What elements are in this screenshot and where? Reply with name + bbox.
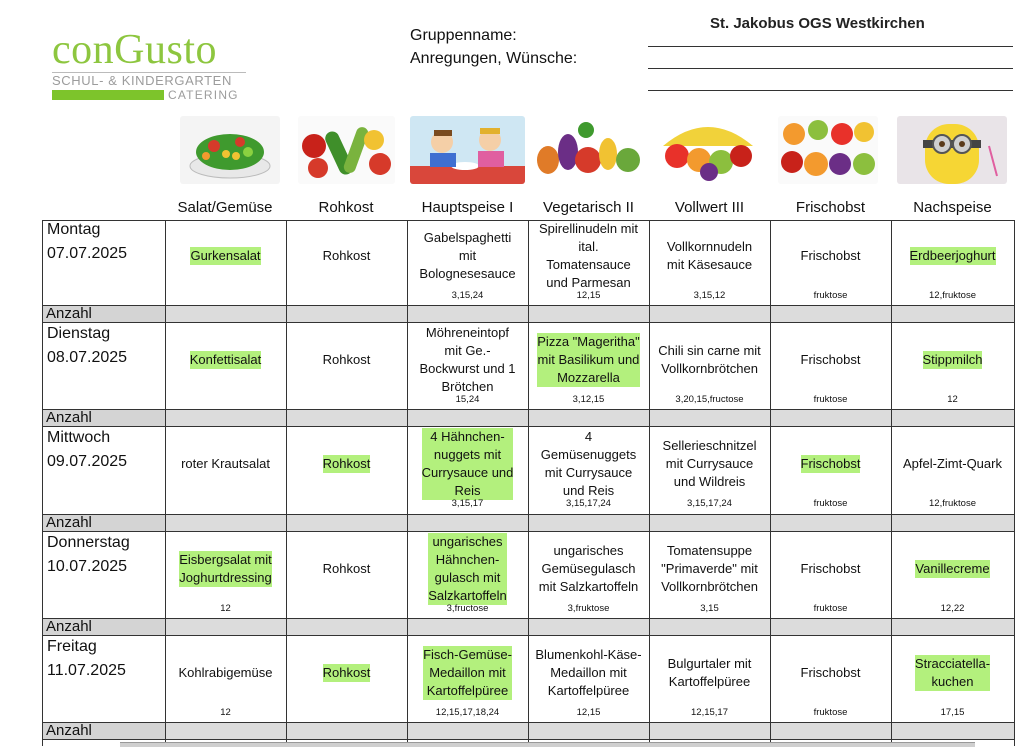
meal-name: 4 Hähnchen- nuggets mit Currysauce und Reis <box>421 429 514 498</box>
fresh-fruit-icon <box>778 116 878 184</box>
meal-name: Möhreneintopf mit Ge.- Bockwurst und 1 Brötchen <box>419 325 516 394</box>
allergen-codes: 12,fruktose <box>929 498 976 509</box>
meal-cell <box>286 326 407 394</box>
meal-cell <box>165 222 286 290</box>
allergen-codes: 15,24 <box>455 394 480 405</box>
count-input-cell[interactable] <box>649 723 771 739</box>
meal-name: Rohkost <box>322 352 371 367</box>
meal-cell <box>649 430 770 498</box>
meal-name: Gurkensalat <box>190 248 261 263</box>
column-divider <box>528 220 529 746</box>
column-heading-dessert: Nachspeise <box>913 199 992 216</box>
meal-cell <box>528 535 649 603</box>
count-input-cell[interactable] <box>528 306 650 322</box>
allergen-codes: 3,fructose <box>446 603 489 614</box>
meal-name: Chili sin carne mit Vollkornbrötchen <box>658 343 761 376</box>
meal-cell <box>891 222 1014 290</box>
meal-cell <box>407 430 528 498</box>
meal-name: Frischobst <box>800 352 861 367</box>
brand-tagline-bar <box>52 88 246 102</box>
school-name: St. Jakobus OGS Westkirchen <box>710 15 925 32</box>
meal-cell <box>407 326 528 394</box>
meal-cell <box>286 535 407 603</box>
count-input-cell[interactable] <box>407 619 529 635</box>
meal-name: Vanillecreme <box>915 561 990 576</box>
meal-cell <box>165 326 286 394</box>
count-input-cell[interactable] <box>770 410 892 426</box>
meal-name: Stracciatella- kuchen <box>914 656 991 689</box>
count-label: Anzahl <box>46 409 92 426</box>
meal-cell <box>891 326 1014 394</box>
allergen-codes: 12,15,17,18,24 <box>435 707 500 718</box>
allergen-codes: 12,15 <box>576 707 601 718</box>
allergen-codes: fruktose <box>813 394 848 405</box>
column-heading-vegetarian: Vegetarisch II <box>543 199 634 216</box>
column-divider <box>891 220 892 746</box>
count-input-cell[interactable] <box>770 306 892 322</box>
meal-cell <box>770 222 891 290</box>
allergen-codes: fruktose <box>813 290 848 301</box>
allergen-codes: 3,15 <box>700 603 719 614</box>
allergen-codes: 3,15,24 <box>451 290 484 301</box>
group-name-field[interactable] <box>648 46 1013 47</box>
meal-cell <box>891 535 1014 603</box>
column-divider <box>42 220 43 746</box>
count-input-cell[interactable] <box>286 515 408 531</box>
meal-cell <box>407 535 528 603</box>
count-input-cell[interactable] <box>165 306 287 322</box>
column-divider <box>770 220 771 746</box>
count-label: Anzahl <box>46 618 92 635</box>
allergen-codes: 3,12,15 <box>572 394 605 405</box>
allergen-codes: 12,22 <box>940 603 965 614</box>
count-input-cell[interactable] <box>528 515 650 531</box>
meal-cell <box>770 639 891 707</box>
count-input-cell[interactable] <box>528 723 650 739</box>
meal-cell <box>407 222 528 290</box>
count-input-cell[interactable] <box>286 619 408 635</box>
count-input-cell[interactable] <box>407 306 529 322</box>
column-divider <box>165 220 166 746</box>
fruit-bowl-icon <box>655 116 761 184</box>
meal-name: Blumenkohl-Käse- Medaillon mit Kartoffelpüree <box>535 647 642 698</box>
allergen-codes: fruktose <box>813 707 848 718</box>
meal-cell <box>770 430 891 498</box>
meal-name: Rohkost <box>322 561 371 576</box>
allergen-codes: 12,15,17 <box>691 707 728 718</box>
day-name: Montag <box>47 221 101 238</box>
day-name: Mittwoch <box>47 429 111 446</box>
allergen-codes: 12 <box>220 707 231 718</box>
meal-cell <box>528 430 649 498</box>
count-input-cell[interactable] <box>891 723 1015 739</box>
count-label: Anzahl <box>46 305 92 322</box>
count-input-cell[interactable] <box>407 410 529 426</box>
allergen-codes: 12 <box>220 603 231 614</box>
count-input-cell[interactable] <box>286 723 408 739</box>
allergen-codes: 3,15,17,24 <box>566 498 611 509</box>
count-input-cell[interactable] <box>286 306 408 322</box>
day-name: Freitag <box>47 638 97 655</box>
meal-cell <box>649 639 770 707</box>
kids-eating-icon <box>410 116 525 184</box>
meal-name: Pizza "Mageritha" mit Basilikum und Mozzarella <box>537 334 640 385</box>
day-date: 11.07.2025 <box>47 662 126 679</box>
column-heading-fruit: Frischobst <box>795 199 866 216</box>
meal-name: 4 Gemüsenuggets mit Currysauce und Reis <box>540 429 637 498</box>
allergen-codes: 17,15 <box>940 707 965 718</box>
wishes-field-line-1[interactable] <box>648 68 1013 69</box>
column-divider <box>649 220 650 746</box>
allergen-codes: 12,fruktose <box>929 290 976 301</box>
meal-name: Frischobst <box>800 456 861 471</box>
count-input-cell[interactable] <box>165 410 287 426</box>
day-name: Dienstag <box>47 325 111 342</box>
column-heading-wholefood: Vollwert III <box>674 199 745 216</box>
meal-cell <box>770 326 891 394</box>
brand-logo <box>52 27 252 102</box>
meal-name: Erdbeerjoghurt <box>909 248 996 263</box>
count-input-cell[interactable] <box>649 515 771 531</box>
count-input-cell[interactable] <box>649 306 771 322</box>
meal-name: Fisch-Gemüse- Medaillon mit Kartoffelpüree <box>423 647 512 698</box>
allergen-codes: 12,15 <box>576 290 601 301</box>
allergen-codes: 3,15,12 <box>693 290 726 301</box>
meal-cell <box>649 326 770 394</box>
brand-tagline-top: SCHUL- & KINDERGARTEN <box>52 72 246 88</box>
brand-name: conGusto <box>52 27 217 73</box>
day-date: 07.07.2025 <box>47 245 128 262</box>
meal-cell <box>528 326 649 394</box>
meal-name: Bulgurtaler mit Kartoffelpüree <box>667 656 752 689</box>
group-name-label: Gruppenname: <box>410 27 517 44</box>
count-input-cell[interactable] <box>407 515 529 531</box>
meal-name: roter Krautsalat <box>181 456 270 471</box>
meal-name: Kohlrabigemüse <box>178 665 273 680</box>
column-divider <box>1014 220 1015 746</box>
meal-cell <box>649 535 770 603</box>
meal-name: Spirellinudeln mit ital. Tomatensauce und Parmesan <box>539 221 638 290</box>
meal-name: Rohkost <box>322 665 371 680</box>
count-input-cell[interactable] <box>891 410 1015 426</box>
allergen-codes: 12 <box>947 394 958 405</box>
count-input-cell[interactable] <box>528 619 650 635</box>
meal-name: Frischobst <box>800 561 861 576</box>
column-heading-rohkost: Rohkost <box>318 199 374 216</box>
meal-cell <box>165 535 286 603</box>
allergen-codes: 3,15,17,24 <box>687 498 732 509</box>
meal-name: Eisbergsalat mit Joghurtdressing <box>179 552 272 585</box>
count-input-cell[interactable] <box>770 723 892 739</box>
horizontal-scrollbar[interactable] <box>120 742 975 747</box>
column-heading-salad: Salat/Gemüse <box>177 199 273 216</box>
count-label: Anzahl <box>46 722 92 739</box>
count-input-cell[interactable] <box>649 619 771 635</box>
meal-cell <box>286 430 407 498</box>
meal-name: Sellerieschnitzel mit Currysauce und Wildreis <box>662 438 757 489</box>
count-input-cell[interactable] <box>891 619 1015 635</box>
meal-cell <box>286 222 407 290</box>
count-input-cell[interactable] <box>770 515 892 531</box>
wishes-field-line-2[interactable] <box>648 90 1013 91</box>
allergen-codes: 3,15,17 <box>451 498 484 509</box>
allergen-codes: fruktose <box>813 603 848 614</box>
meal-cell <box>165 430 286 498</box>
meal-name: Frischobst <box>800 248 861 263</box>
allergen-codes: fruktose <box>813 498 848 509</box>
meal-name: Stippmilch <box>922 352 983 367</box>
meal-name: Frischobst <box>800 665 861 680</box>
count-input-cell[interactable] <box>165 619 287 635</box>
salad-plate-icon <box>180 116 280 184</box>
meal-name: Vollkornnudeln mit Käsesauce <box>666 239 753 272</box>
meal-cell <box>770 535 891 603</box>
meal-name: ungarisches Hähnchen- gulasch mit Salzkartoffeln <box>428 534 507 603</box>
meal-name: Rohkost <box>322 456 371 471</box>
day-date: 08.07.2025 <box>47 349 128 366</box>
meal-cell <box>165 639 286 707</box>
day-name: Donnerstag <box>47 534 130 551</box>
allergen-codes: 3,fruktose <box>567 603 610 614</box>
meal-name: ungarisches Gemüsegulasch mit Salzkartoffeln <box>538 543 639 594</box>
meal-cell <box>407 639 528 707</box>
count-input-cell[interactable] <box>649 410 771 426</box>
meal-cell <box>528 222 649 290</box>
menu-table <box>42 220 1014 746</box>
minion-cake-icon <box>897 116 1007 184</box>
count-label: Anzahl <box>46 514 92 531</box>
meal-cell <box>649 222 770 290</box>
meal-cell <box>891 430 1014 498</box>
day-date: 09.07.2025 <box>47 453 128 470</box>
meal-cell <box>286 639 407 707</box>
count-input-cell[interactable] <box>891 306 1015 322</box>
meal-name: Gabelspaghetti mit Bolognesesauce <box>419 230 516 281</box>
wishes-label: Anregungen, Wünsche: <box>410 50 578 67</box>
brand-accent-bar <box>52 90 164 100</box>
count-input-cell[interactable] <box>165 515 287 531</box>
column-heading-main: Hauptspeise I <box>421 199 514 216</box>
column-divider <box>407 220 408 746</box>
meal-cell <box>528 639 649 707</box>
count-input-cell[interactable] <box>165 723 287 739</box>
count-input-cell[interactable] <box>770 619 892 635</box>
allergen-codes: 3,20,15,fructose <box>675 394 744 405</box>
brand-tagline-bottom: CATERING <box>168 88 239 102</box>
meal-name: Konfettisalat <box>189 352 262 367</box>
meal-name: Tomatensuppe "Primaverde" mit Vollkornbrötchen <box>661 543 758 594</box>
day-date: 10.07.2025 <box>47 558 128 575</box>
raw-vegetables-icon <box>298 116 395 184</box>
meal-name: Apfel-Zimt-Quark <box>903 456 1002 471</box>
vegetable-characters-icon <box>530 116 648 184</box>
count-input-cell[interactable] <box>528 410 650 426</box>
count-input-cell[interactable] <box>407 723 529 739</box>
count-input-cell[interactable] <box>286 410 408 426</box>
count-input-cell[interactable] <box>891 515 1015 531</box>
meal-name: Rohkost <box>322 248 371 263</box>
column-divider <box>286 220 287 746</box>
meal-cell <box>891 639 1014 707</box>
